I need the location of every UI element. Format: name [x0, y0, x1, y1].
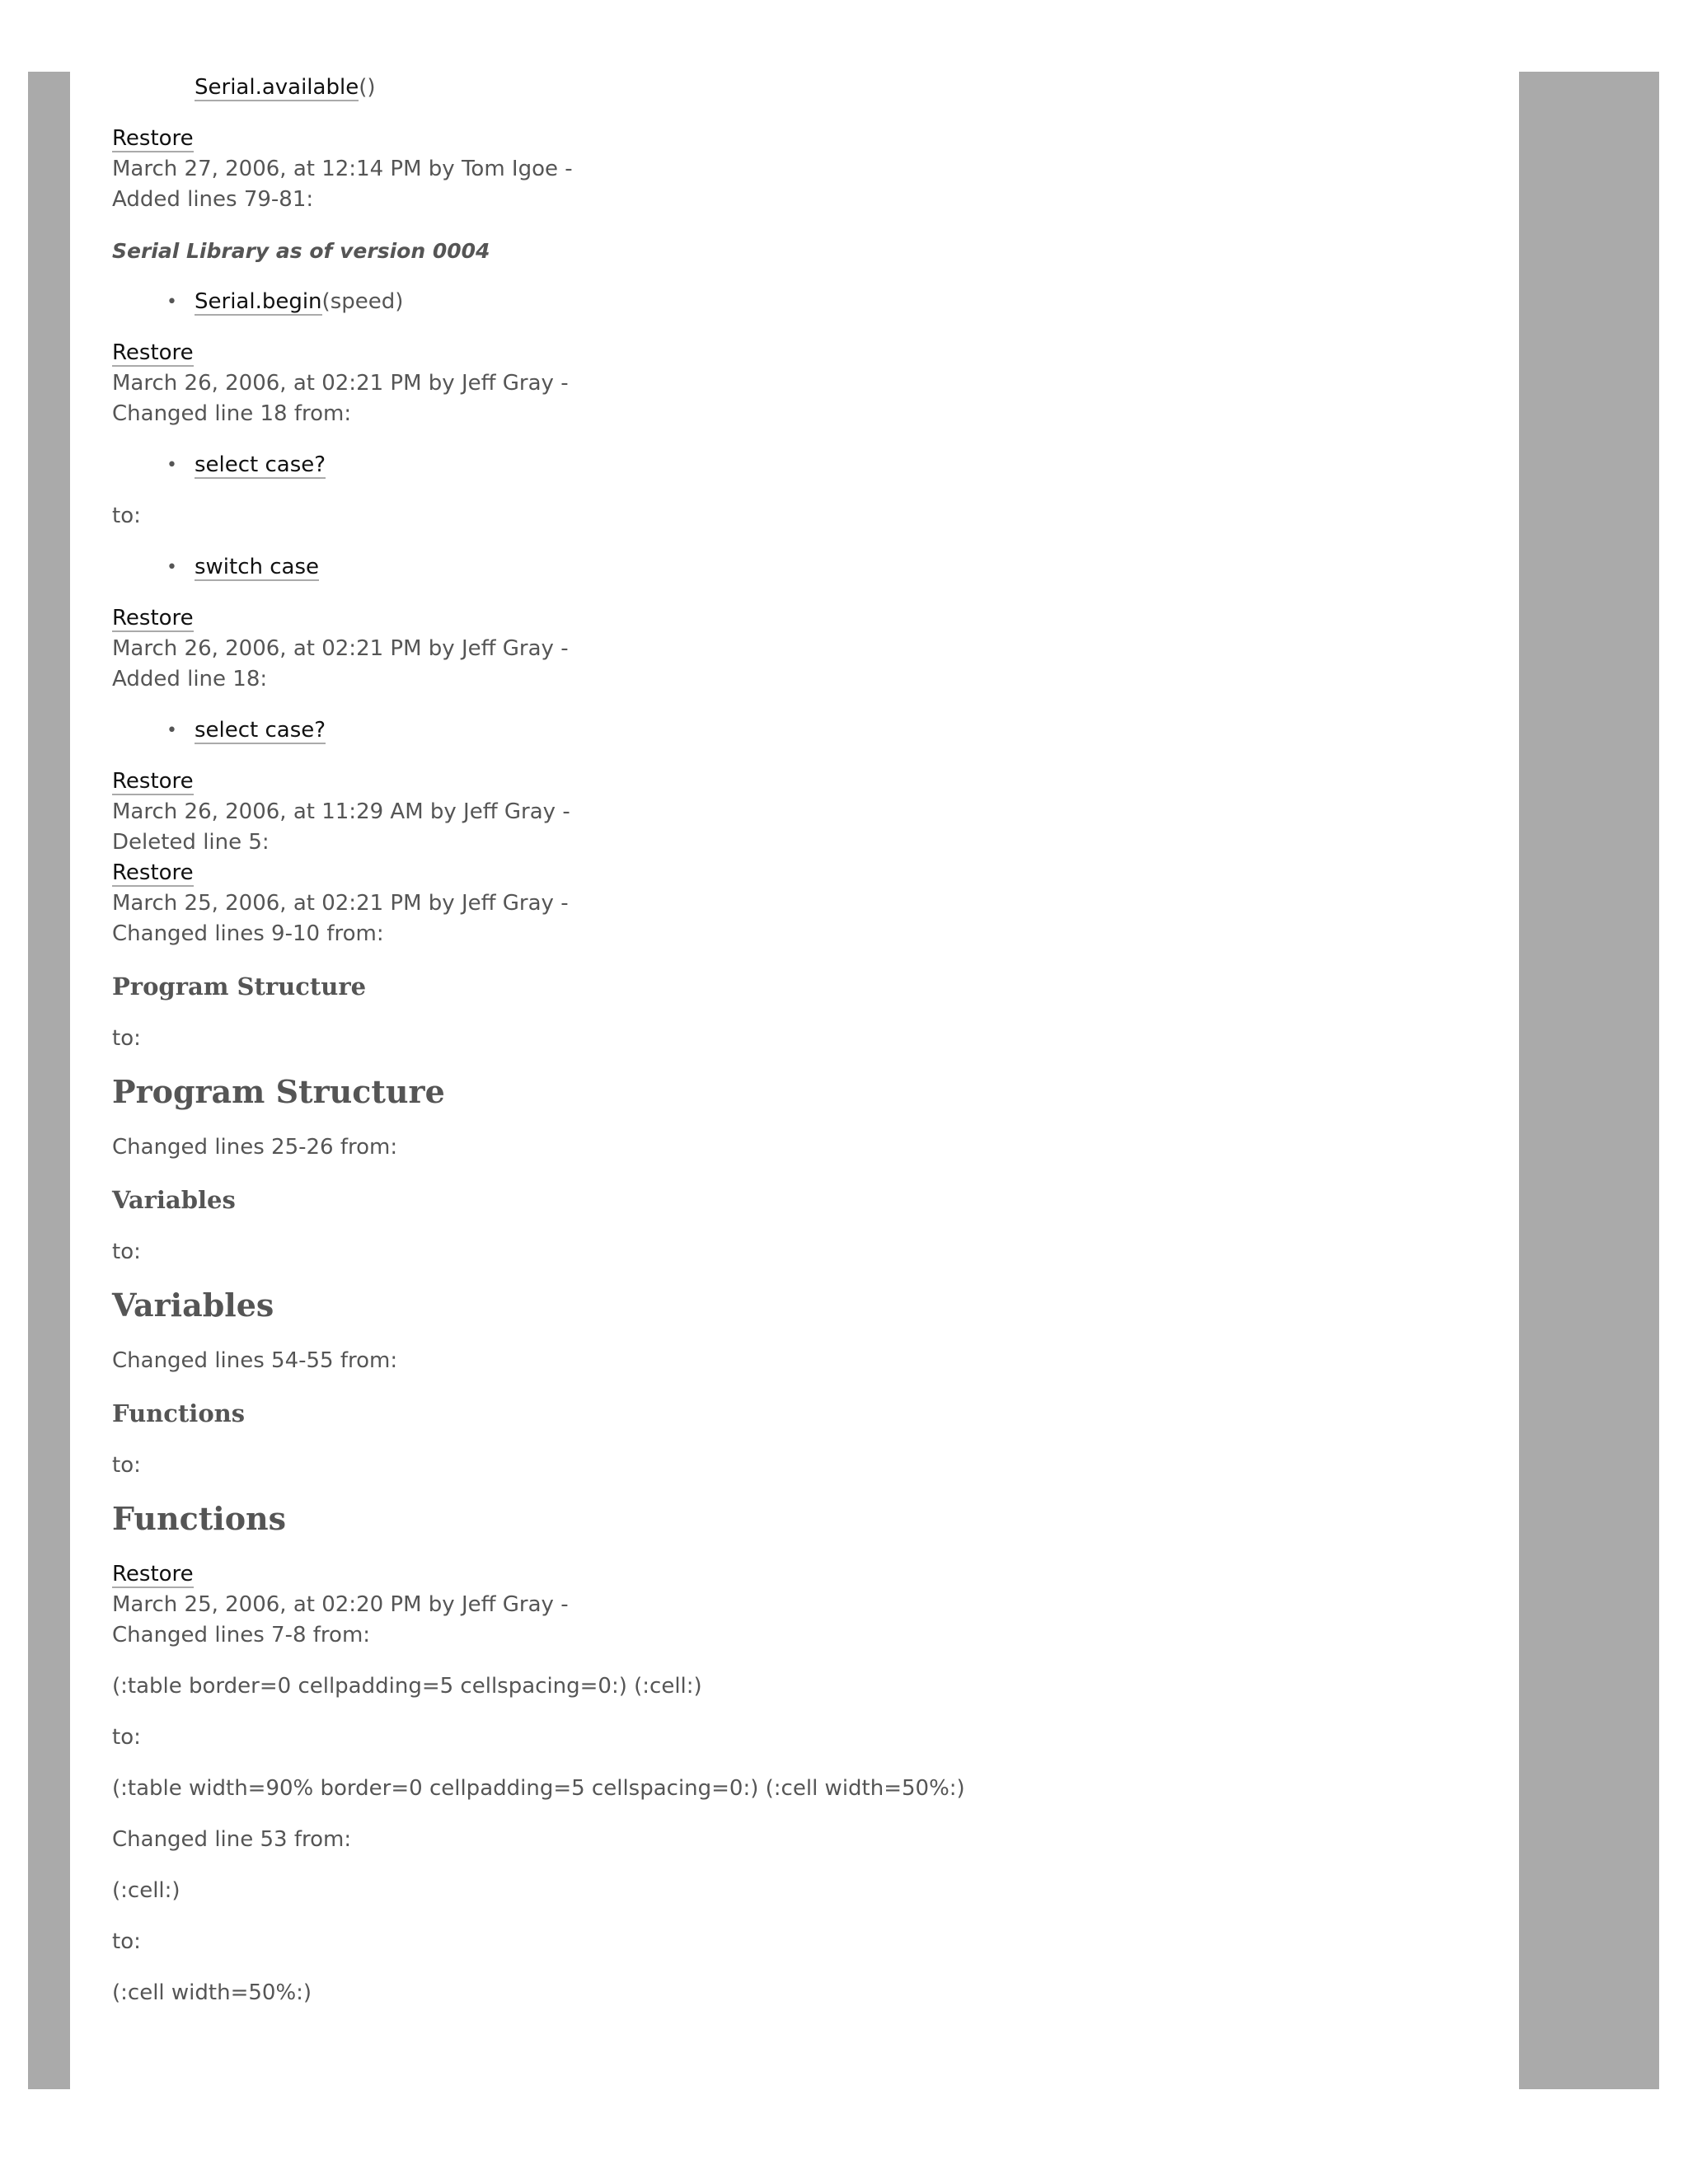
restore-link[interactable]: Restore — [112, 860, 194, 885]
bullet-icon: • — [166, 720, 177, 741]
revision-entry — [112, 766, 1497, 858]
revision-entry — [112, 858, 1497, 1539]
revision-summary: Changed lines 9-10 from: — [112, 921, 384, 946]
restore-link[interactable]: Restore — [112, 126, 194, 151]
list-item-suffix: () — [359, 75, 376, 100]
list-item — [195, 73, 1497, 103]
new-heading: Program Structure — [112, 1073, 445, 1110]
old-heading: Program Structure — [112, 972, 367, 1001]
revision-summary: Added lines 79-81: — [112, 187, 314, 212]
to-label: to: — [112, 504, 141, 528]
new-markup: (:table width=90% border=0 cellpadding=5 cellspacing=0:) (:cell width=50%:) — [112, 1776, 965, 1801]
to-label: to: — [112, 1929, 141, 1954]
revision-summary: Added line 18: — [112, 667, 268, 691]
bullet-icon: • — [166, 557, 177, 578]
list-item — [166, 715, 1497, 746]
old-markup: (:table border=0 cellpadding=5 cellspacing=0:) (:cell:) — [112, 1674, 702, 1699]
old-heading: Variables — [112, 1186, 236, 1214]
revision-summary: Changed lines 54-55 from: — [112, 1348, 398, 1373]
change-list — [112, 715, 1497, 746]
to-label: to: — [112, 1026, 141, 1051]
revision-summary: Changed line 18 from: — [112, 401, 352, 426]
revision-meta: March 25, 2006, at 02:21 PM by Jeff Gray - — [112, 891, 569, 916]
revision-summary: Deleted line 5: — [112, 830, 270, 855]
to-label: to: — [112, 1453, 141, 1478]
list-item — [166, 450, 1497, 480]
serial-available-link[interactable]: Serial.available — [195, 75, 359, 100]
top-list — [112, 73, 1497, 103]
restore-link[interactable]: Restore — [112, 606, 194, 630]
revision-summary: Changed line 53 from: — [112, 1827, 352, 1852]
change-list — [112, 287, 1497, 317]
change-list — [112, 552, 1497, 583]
bullet-icon: • — [166, 292, 177, 312]
list-item — [166, 552, 1497, 583]
revision-summary: Changed lines 7-8 from: — [112, 1623, 371, 1647]
revision-meta: March 27, 2006, at 12:14 PM by Tom Igoe - — [112, 157, 573, 181]
old-heading: Functions — [112, 1399, 246, 1427]
revision-entry — [112, 338, 1497, 583]
revision-meta: March 26, 2006, at 02:21 PM by Jeff Gray - — [112, 636, 569, 661]
select-case-link[interactable]: select case? — [195, 718, 326, 743]
revision-entry — [112, 124, 1497, 317]
revision-meta: March 26, 2006, at 02:21 PM by Jeff Gray - — [112, 371, 569, 396]
serial-begin-link[interactable]: Serial.begin — [195, 289, 322, 314]
switch-case-link[interactable]: switch case — [195, 555, 320, 579]
library-title: Serial Library as of version 0004 — [112, 239, 490, 263]
left-gutter — [28, 72, 70, 2089]
old-markup: (:cell:) — [112, 1878, 181, 1903]
restore-link[interactable]: Restore — [112, 340, 194, 365]
change-list — [112, 450, 1497, 480]
bullet-icon: • — [166, 455, 177, 476]
select-case-link[interactable]: select case? — [195, 452, 326, 477]
new-heading: Functions — [112, 1500, 287, 1537]
revision-entry — [112, 1559, 1497, 2008]
list-item — [166, 287, 1497, 317]
to-label: to: — [112, 1725, 141, 1750]
new-markup: (:cell width=50%:) — [112, 1980, 312, 2005]
revision-summary: Changed lines 25-26 from: — [112, 1135, 398, 1160]
new-heading: Variables — [112, 1286, 274, 1324]
restore-link[interactable]: Restore — [112, 769, 194, 794]
revision-history — [112, 73, 1497, 2008]
revision-meta: March 25, 2006, at 02:20 PM by Jeff Gray - — [112, 1592, 569, 1617]
restore-link[interactable]: Restore — [112, 1562, 194, 1586]
revision-meta: March 26, 2006, at 11:29 AM by Jeff Gray - — [112, 799, 570, 824]
list-item-suffix: (speed) — [321, 289, 404, 314]
revision-entry — [112, 603, 1497, 746]
to-label: to: — [112, 1240, 141, 1264]
right-gutter — [1519, 72, 1659, 2089]
